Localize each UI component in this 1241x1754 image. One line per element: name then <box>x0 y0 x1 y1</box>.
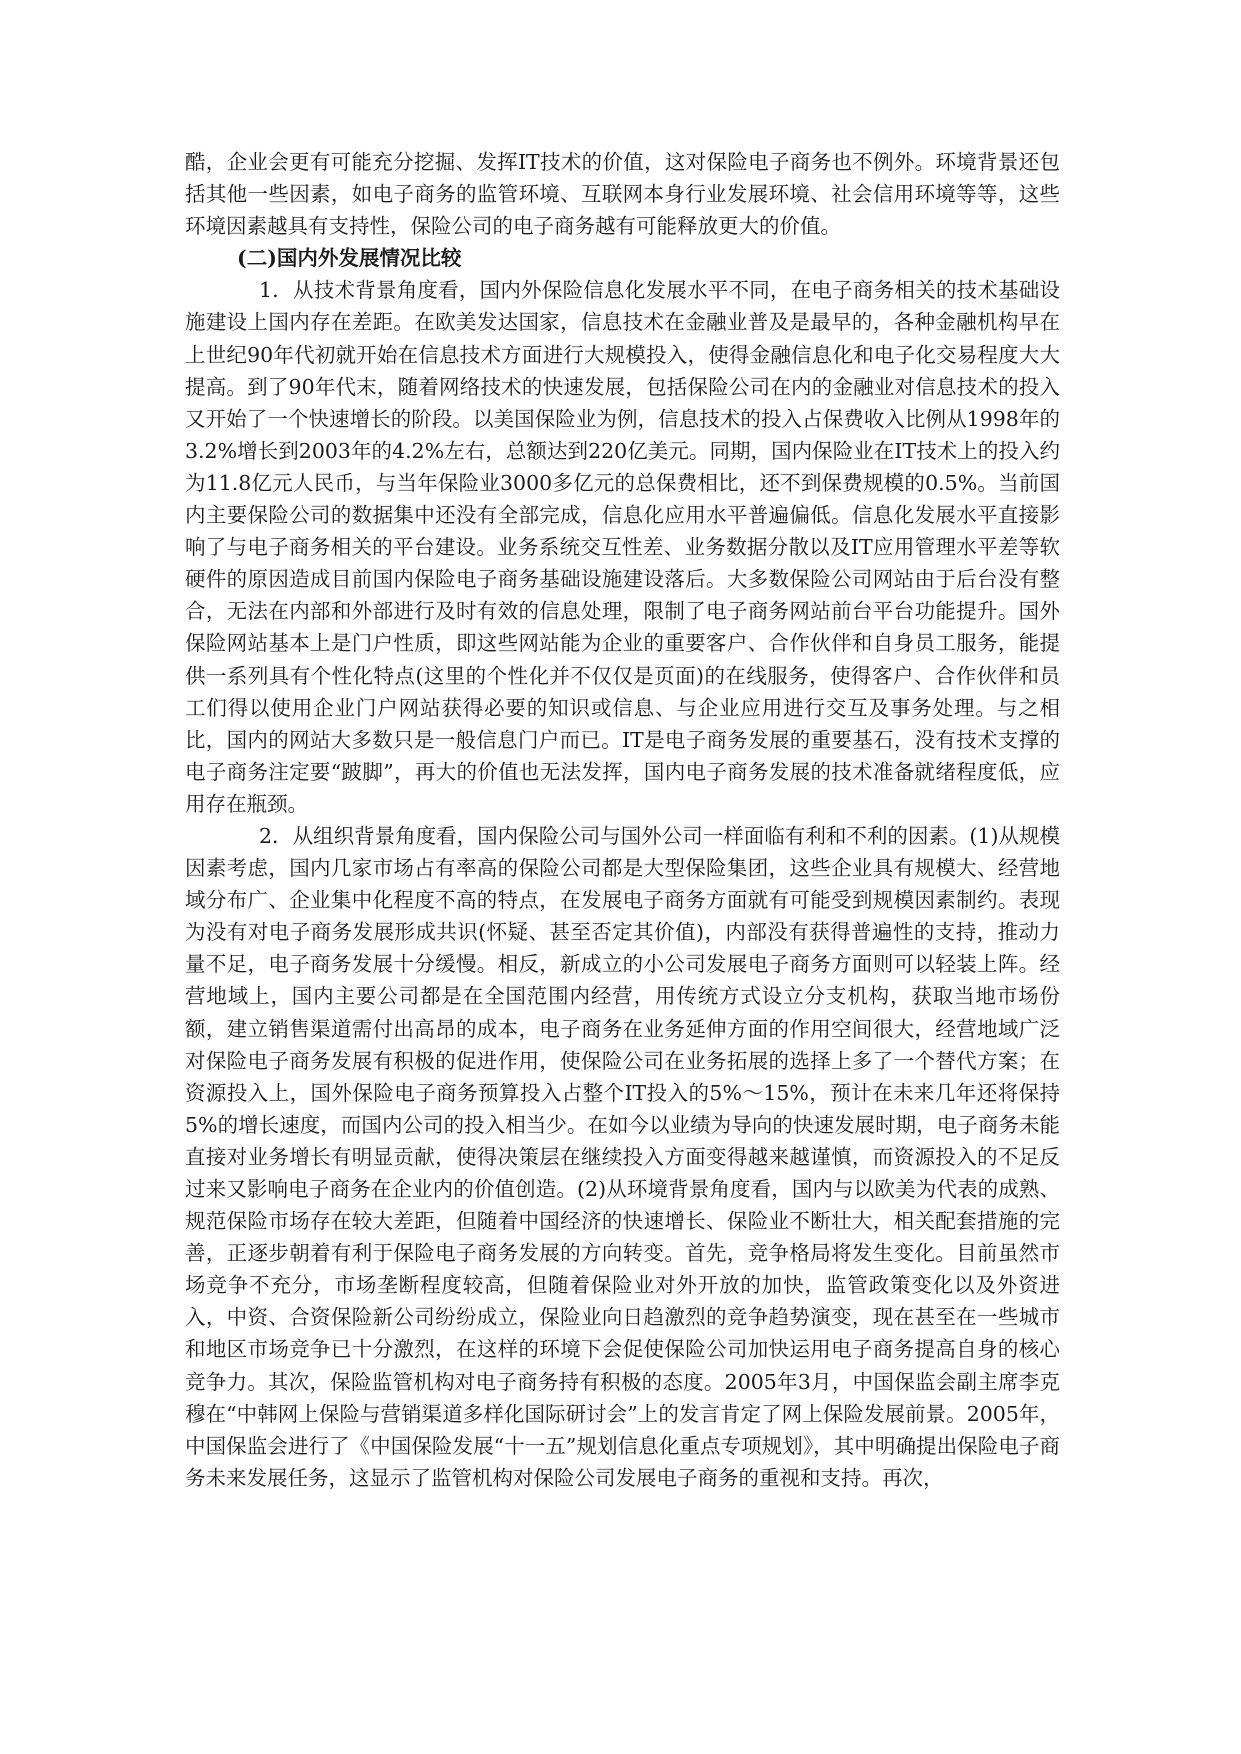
paragraph-technical-background: 1．从技术背景角度看，国内外保险信息化发展水平不同，在电子商务相关的技术基础设施建设上国内存在差距。在欧美发达国家，信息技术在金融业普及是最早的，各种金融机构早在上世纪90年代初就开始在信息技术方面进行大规模投入，使得金融信息化和电子化交易程度大大提高。到了90年代末，随着网络技术的快速发展，包括保险公司在内的金融业对信息技术的投入又开始了一个快速增长的阶段。以美国保险业为例，信息技术的投入占保费收入比例从1998年的3.2%增长到2003年的4.2%左右，总额达到220亿美元。同期，国内保险业在IT技术上的投入约为11.8亿元人民币，与当年保险业3000多亿元的总保费相比，还不到保费规模的0.5%。当前国内主要保险公司的数据集中还没有全部完成，信息化应用水平普遍偏低。信息化发展水平直接影响了与电子商务相关的平台建设。业务系统交互性差、业务数据分散以及IT应用管理水平差等软硬件的原因造成目前国内保险电子商务基础设施建设落后。大多数保险公司网站由于后台没有整合，无法在内部和外部进行及时有效的信息处理，限制了电子商务网站前台平台功能提升。国外保险网站基本上是门户性质，即这些网站能为企业的重要客户、合作伙伴和自身员工服务，能提供一系列具有个性化特点(这里的个性化并不仅仅是页面)的在线服务，使得客户、合作伙伴和员工们得以使用企业门户网站获得必要的知识或信息、与企业应用进行交互及事务处理。与之相比，国内的网站大多数只是一般信息门户而已。IT是电子商务发展的重要基石，没有技术支撑的电子商务注定要“跛脚”，再大的价值也无法发挥，国内电子商务发展的技术准备就绪程度低，应用存在瓶颈。 <box>185 278 1060 816</box>
paragraph-intro: 酷，企业会更有可能充分挖掘、发挥IT技术的价值，这对保险电子商务也不例外。环境背景还包括其他一些因素，如电子商务的监管环境、互联网本身行业发展环境、社会信用环境等等，这些环境因素越具有支持性，保险公司的电子商务越有可能释放更大的价值。 <box>185 150 1060 239</box>
paragraph-organizational-background: 2．从组织背景角度看，国内保险公司与国外公司一样面临有利和不利的因素。(1)从规模因素考虑，国内几家市场占有率高的保险公司都是大型保险集团，这些企业具有规模大、经营地域分布广、企业集中化程度不高的特点，在发展电子商务方面就有可能受到规模因素制约。表现为没有对电子商务发展形成共识(怀疑、甚至否定其价值)，内部没有获得普遍性的支持，推动力量不足，电子商务发展十分缓慢。相反，新成立的小公司发展电子商务方面则可以轻装上阵。经营地域上，国内主要公司都是在全国范围内经营，用传统方式设立分支机构，获取当地市场份额，建立销售渠道需付出高昂的成本，电子商务在业务延伸方面的作用空间很大，经营地域广泛对保险电子商务发展有积极的促进作用，使保险公司在业务拓展的选择上多了一个替代方案；在资源投入上，国外保险电子商务预算投入占整个IT投入的5%～15%，预计在未来几年还将保持5%的增长速度，而国内公司的投入相当少。在如今以业绩为导向的快速发展时期，电子商务未能直接对业务增长有明显贡献，使得决策层在继续投入方面变得越来越谨慎，而资源投入的不足反过来又影响电子商务在企业内的价值创造。(2)从环境背景角度看，国内与以欧美为代表的成熟、规范保险市场存在较大差距，但随着中国经济的快速增长、保险业不断壮大，相关配套措施的完善，正逐步朝着有利于保险电子商务发展的方向转变。首先，竞争格局将发生变化。目前虽然市场竞争不充分，市场垄断程度较高，但随着保险业对外开放的加快，监管政策变化以及外资进入，中资、合资保险新公司纷纷成立，保险业向日趋激烈的竞争趋势演变，现在甚至在一些城市和地区市场竞争已十分激烈，在这样的环境下会促使保险公司加快运用电子商务提高自身的核心竞争力。其次，保险监管机构对电子商务持有积极的态度。2005年3月，中国保监会副主席李克穆在“中韩网上保险与营销渠道多样化国际研讨会”上的发言肯定了网上保险发展前景。2005年，中国保监会进行了《中国保险发展“十一五”规划信息化重点专项规划》，其中明确提出保险电子商务未来发展任务，这显示了监管机构对保险公司发展电子商务的重视和支持。再次， <box>185 823 1060 1490</box>
section-heading: (二)国内外发展情况比较 <box>237 246 462 271</box>
document-page <box>185 146 1060 1494</box>
